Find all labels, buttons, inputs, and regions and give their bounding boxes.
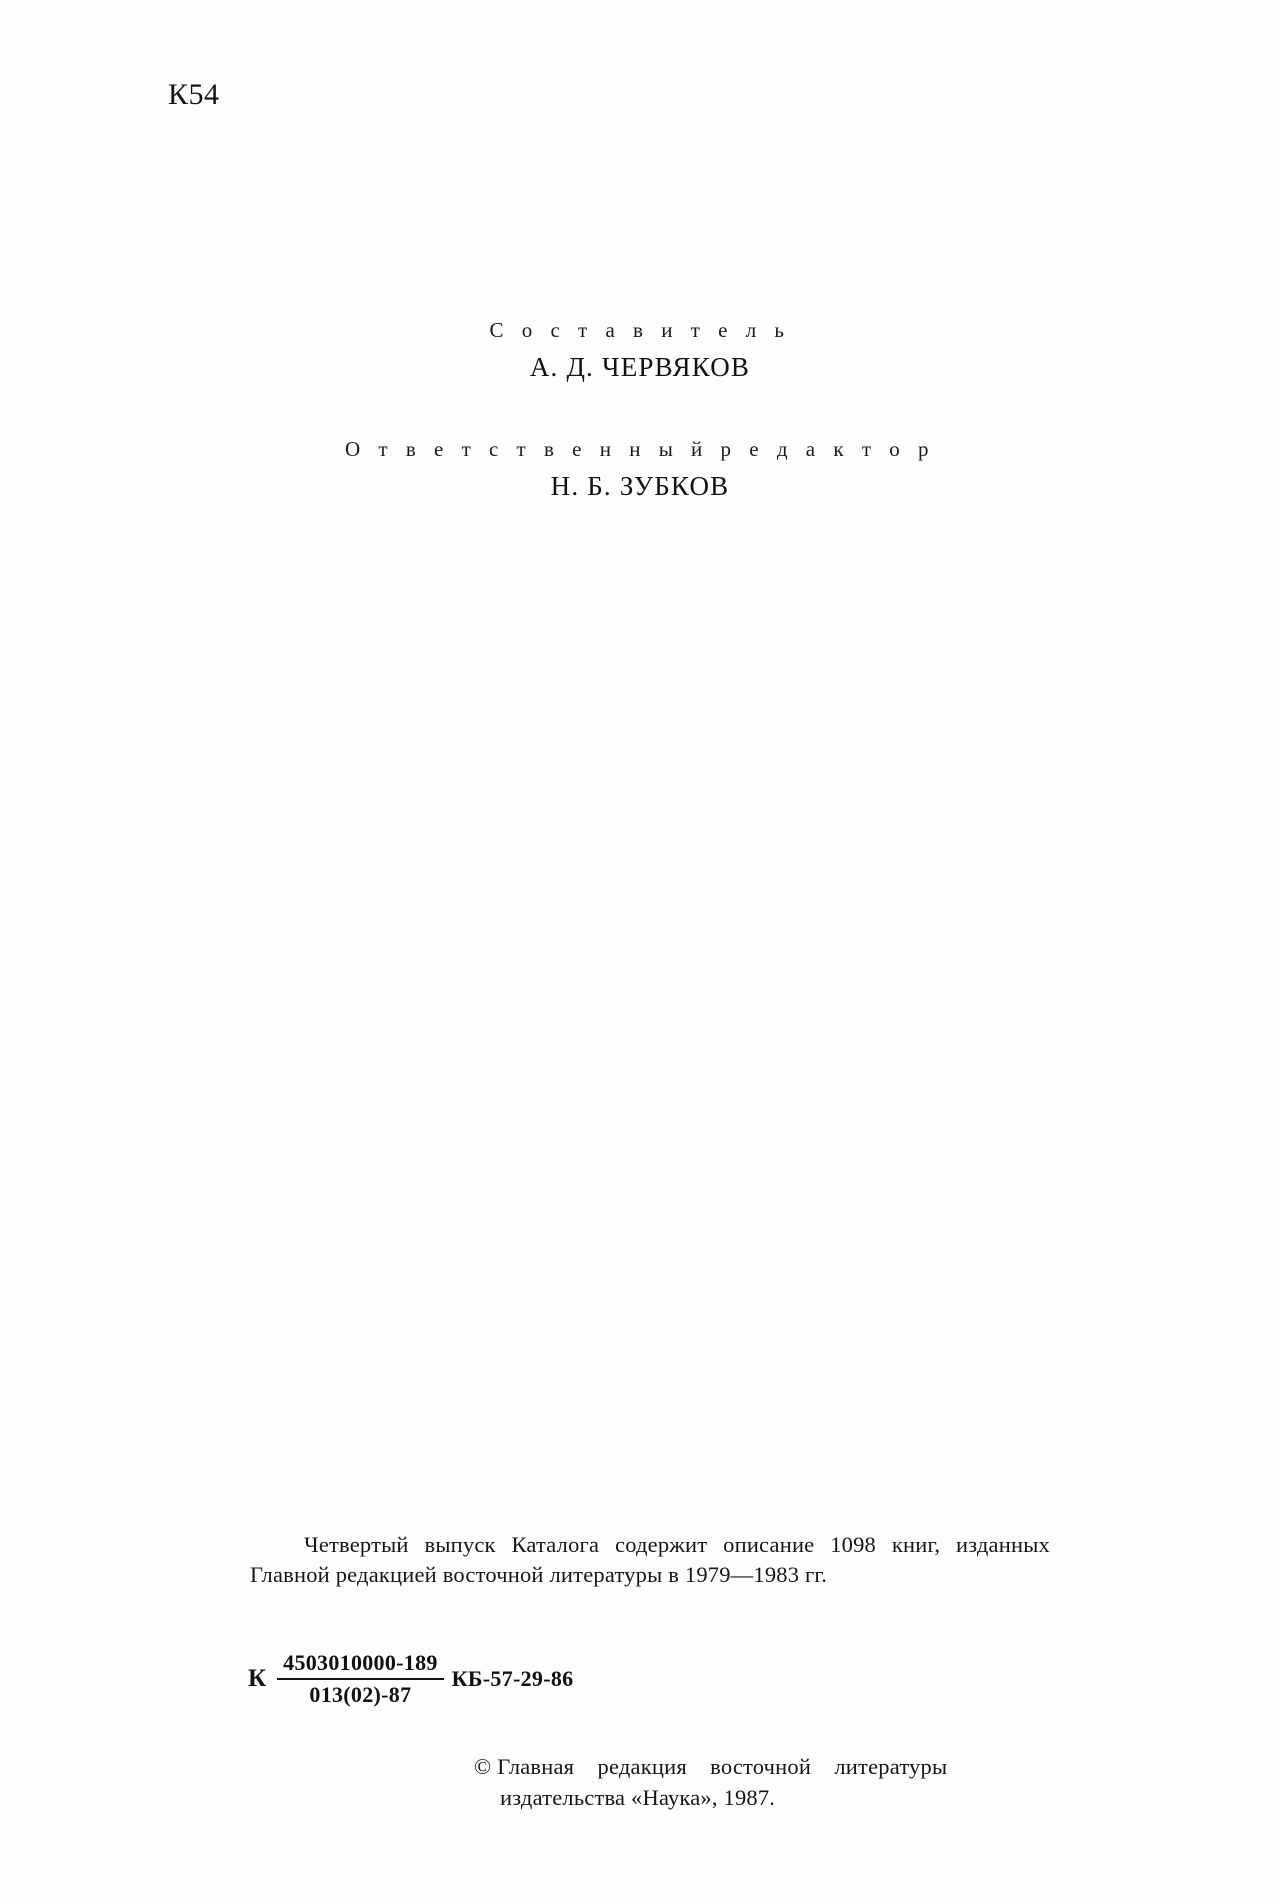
copyright-icon: ©	[474, 1754, 492, 1779]
editor-name: Н. Б. ЗУБКОВ	[550, 471, 730, 501]
index-prefix: К	[248, 1664, 267, 1692]
compiler-name: А. Д. ЧЕРВЯКОВ	[529, 352, 751, 382]
compiler-role-label: С о с т а в и т е л ь	[489, 318, 791, 342]
copyright-line-2: издательства «Наука», 1987.	[500, 1784, 776, 1810]
classification-index	[248, 1650, 573, 1708]
index-suffix: КБ-57-29-86	[451, 1665, 574, 1691]
copyright-publisher: Главная редакция восточной литературы	[497, 1754, 948, 1779]
index-numerator: 4503010000-189	[277, 1650, 444, 1680]
index-denominator: 013(02)-87	[309, 1681, 412, 1707]
credits-block	[0, 318, 1280, 502]
shelf-mark: К54	[168, 78, 220, 111]
index-fraction	[277, 1650, 444, 1708]
editor-role-label: О т в е т с т в е н н ы й р е д а к т о р	[344, 437, 936, 461]
annotation-paragraph	[250, 1530, 1050, 1589]
annotation-text: Четвертый выпуск Каталога содержит описание 1098 книг, изданных Главной редакцией восточной литературы в 1979—1983 гг.	[250, 1532, 1050, 1587]
copyright-line-1	[474, 1752, 1124, 1783]
copyright-block	[474, 1752, 1124, 1813]
